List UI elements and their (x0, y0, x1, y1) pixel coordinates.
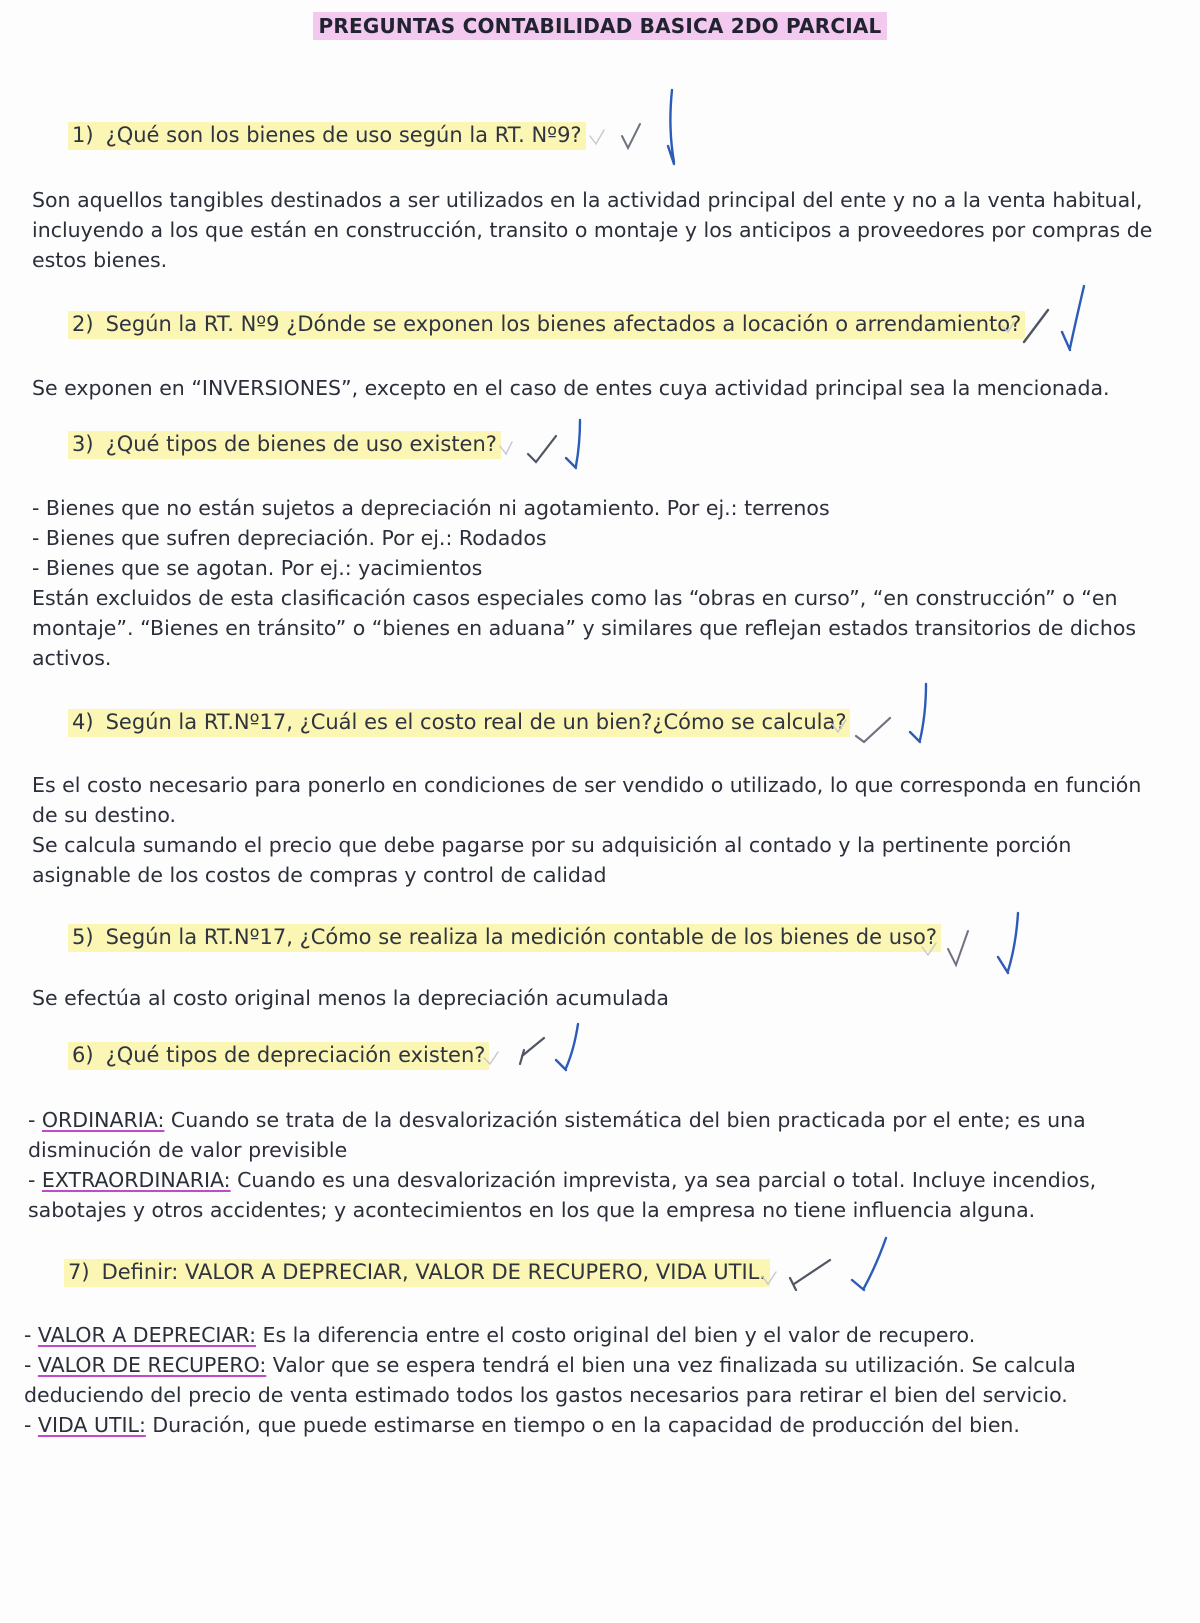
definition-valor-de-recupero (24, 1350, 1164, 1410)
question-text: ¿Qué tipos de bienes de uso existen? (105, 432, 497, 456)
question-4 (68, 710, 850, 734)
definition-text: Cuando es una desvalorización imprevista, ya sea parcial o total. Incluye incendios, sabotajes y otros accidentes; y acontecimientos en los que la empresa no tiene influencia alguna. (28, 1168, 1097, 1222)
answer-paragraph: Son aquellos tangibles destinados a ser utilizados en la actividad principal del ente y no a la venta habitual, incluyendo a los que están en construcción, transito o montaje y los anticipos a proveedores por compras de estos bienes. (32, 188, 1153, 272)
definition-term: EXTRAORDINARIA: (41, 1168, 231, 1192)
check-marks (1000, 282, 1100, 362)
definition-vida-util (24, 1410, 1164, 1440)
answer-paragraph: Se exponen en “INVERSIONES”, excepto en el caso de entes cuya actividad principal sea la mencionada. (32, 376, 1110, 400)
definition-prefix: - (24, 1323, 38, 1347)
question-6 (68, 1043, 489, 1067)
page-title: PREGUNTAS CONTABILIDAD BASICA 2DO PARCIAL (313, 12, 888, 40)
question-number: 2) (72, 312, 94, 336)
question-7 (64, 1260, 770, 1284)
answer-paragraph: Se efectúa al costo original menos la depreciación acumulada (32, 986, 669, 1010)
definition-prefix: - (24, 1413, 38, 1437)
answer-paragraph: Están excluidos de esta clasificación casos especiales como las “obras en curso”, “en construcción” o “en montaje”. “Bienes en tránsito” o “bienes en aduana” y similares que reflejan estados transitorios de dichos activos. (32, 586, 1137, 670)
definition-term: VALOR A DEPRECIAR: (37, 1323, 256, 1347)
definition-term: VALOR DE RECUPERO: (37, 1353, 267, 1377)
question-5 (68, 925, 941, 949)
check-marks (498, 410, 598, 480)
definition-prefix: - (24, 1353, 38, 1377)
question-text: Según la RT. Nº9 ¿Dónde se exponen los bienes afectados a locación o arrendamiento? (105, 312, 1022, 336)
answer-line: - Bienes que se agotan. Por ej.: yacimientos (32, 556, 483, 580)
answer-line: - Bienes que sufren depreciación. Por ej.: Rodados (32, 526, 547, 550)
answer-6 (28, 1105, 1168, 1225)
definition-prefix: - (28, 1108, 42, 1132)
definition-text: Es la diferencia entre el costo original del bien y el valor de recupero. (256, 1323, 976, 1347)
check-marks (588, 88, 698, 168)
check-marks (830, 680, 940, 760)
answer-paragraph: Es el costo necesario para ponerlo en condiciones de ser vendido o utilizado, lo que corresponda en función de su destino. (32, 773, 1142, 827)
question-number: 1) (72, 123, 94, 147)
question-1 (68, 123, 586, 147)
answer-4 (32, 770, 1172, 890)
question-text: Definir: VALOR A DEPRECIAR, VALOR DE RECUPERO, VIDA UTIL. (101, 1260, 767, 1284)
question-text: Según la RT.Nº17, ¿Cómo se realiza la medición contable de los bienes de uso? (105, 925, 937, 949)
answer-line: - Bienes que no están sujetos a depreciación ni agotamiento. Por ej.: terrenos (32, 496, 830, 520)
question-text: ¿Qué son los bienes de uso según la RT. Nº9? (105, 123, 582, 147)
question-number: 5) (72, 925, 94, 949)
definition-text: Duración, que puede estimarse en tiempo o en la capacidad de producción del bien. (145, 1413, 1020, 1437)
question-number: 4) (72, 710, 94, 734)
answer-2 (32, 373, 1172, 403)
definition-valor-a-depreciar (24, 1320, 1164, 1350)
definition-prefix: - (28, 1168, 42, 1192)
question-2 (68, 312, 1025, 336)
check-marks (482, 1020, 602, 1090)
definition-text: Valor que se espera tendrá el bien una vez finalizada su utilización. Se calcula deduciendo del precio de venta estimado todos los gastos necesarios para retirar el bien del servicio. (24, 1353, 1076, 1407)
definition-term: VIDA UTIL: (37, 1413, 146, 1437)
question-3 (68, 432, 501, 456)
definition-term: ORDINARIA: (41, 1108, 165, 1132)
question-number: 6) (72, 1043, 94, 1067)
check-marks (760, 1236, 900, 1306)
question-number: 7) (68, 1260, 90, 1284)
check-marks (920, 905, 1030, 985)
question-number: 3) (72, 432, 94, 456)
definition-extraordinaria (28, 1165, 1168, 1225)
definition-ordinaria (28, 1105, 1168, 1165)
answer-paragraph: Se calcula sumando el precio que debe pagarse por su adquisición al contado y la pertinente porción asignable de los costos de compras y control de calidad (32, 833, 1072, 887)
question-text: Según la RT.Nº17, ¿Cuál es el costo real de un bien?¿Cómo se calcula? (105, 710, 847, 734)
question-text: ¿Qué tipos de depreciación existen? (105, 1043, 486, 1067)
answer-5 (32, 983, 1172, 1013)
answer-3 (32, 493, 1172, 673)
answer-7 (24, 1320, 1164, 1440)
answer-1 (32, 185, 1172, 275)
definition-text: Cuando se trata de la desvalorización sistemática del bien practicada por el ente; es una disminución de valor previsible (28, 1108, 1086, 1162)
